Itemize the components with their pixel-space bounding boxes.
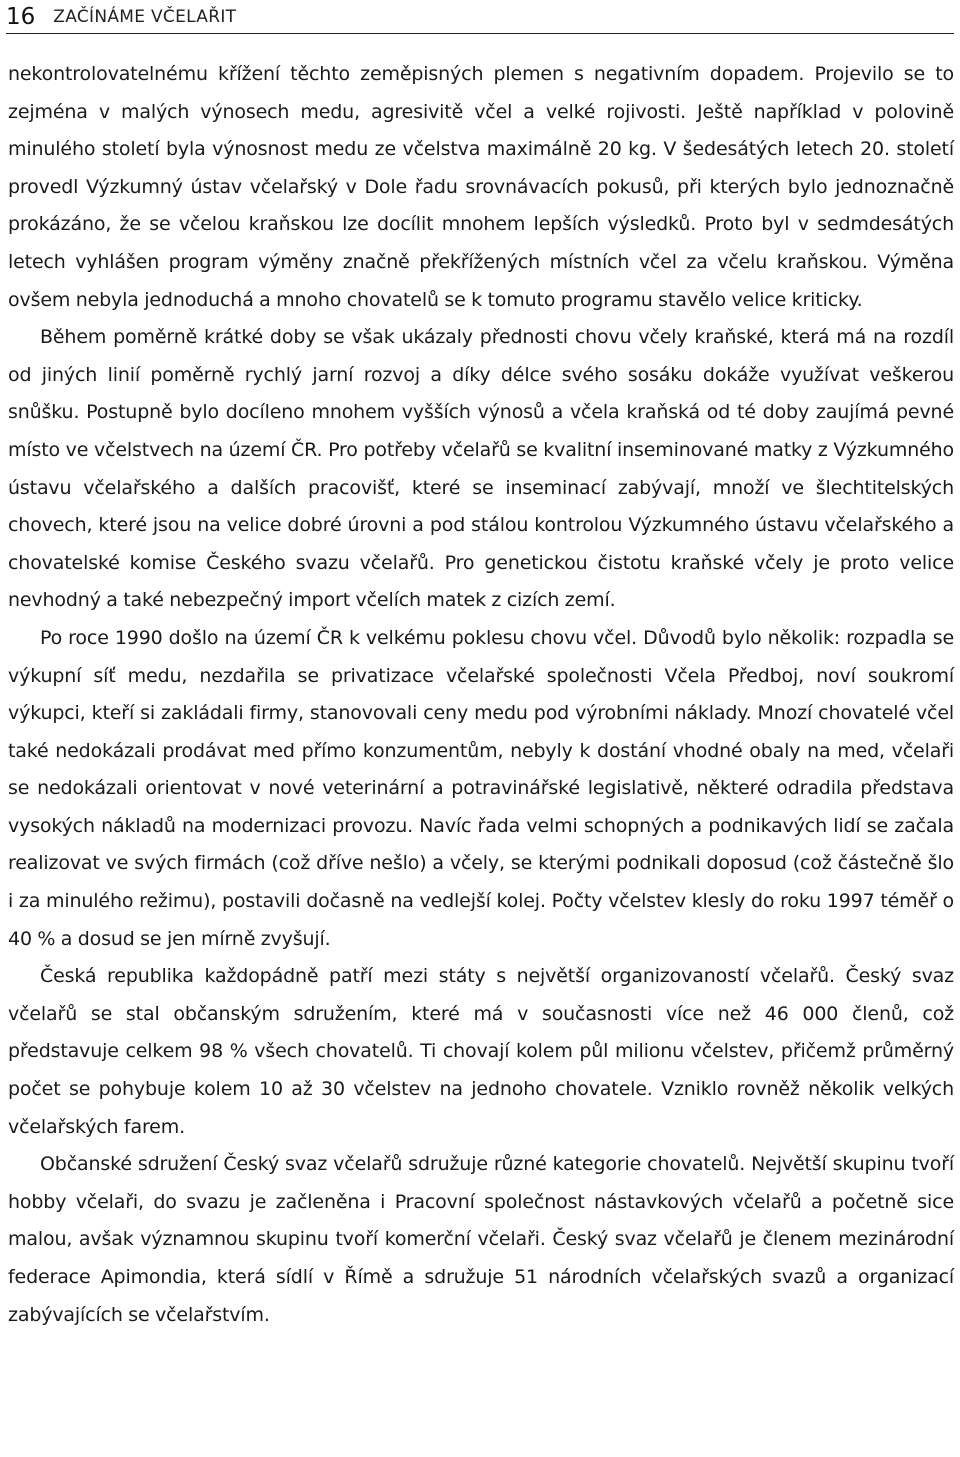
running-header: [6, 0, 954, 34]
chapter-title: ZAČÍNÁME VČELAŘIT: [53, 7, 237, 27]
paragraph-carniolan-bee-advantages: Během poměrně krátké doby se však ukázaly přednosti chovu včely kraňské, která má na rozdíl od jiných linií poměrně rychlý jarní rozvoj a díky délce svého sosáku dokáže využívat veškerou snůšku. Postupně bylo docíleno mnohem vyšších výnosů a včela kraňská od té doby zaujímá pevné místo ve včelstvech na území ČR. Pro potřeby včelařů se kvalitní inseminované matky z Výzkumného ústavu včelařského a dalších pracovišť, které se inseminací zabývají, množí ve šlechtitelských chovech, které jsou na velice dobré úrovni a pod stálou kontrolou Výzkumného ústavu včelařského a chovatelské komise Českého svazu včelařů. Pro genetickou čistotu kraňské včely je proto velice nevhodný a také nebezpečný import včelích matek z cizích zemí.: [8, 326, 954, 612]
paragraph-decline-after-1990: Po roce 1990 došlo na území ČR k velkému poklesu chovu včel. Důvodů bylo několik: rozpadla se výkupní síť medu, nezdařila se privatizace včelařské společnosti Včela Předboj, noví soukromí výkupci, kteří si zakládali firmy, stanovovali ceny medu pod výrobními náklady. Mnozí chovatelé včel také nedokázali prodávat med přímo konzumentům, nebyly k dostání vhodné obaly na med, včelaři se nedokázali orientovat v nové veterinární a potravinářské legislativě, některé odradila představa vysokých nákladů na modernizaci provozu. Navíc řada velmi schopných a podnikavých lidí se začala realizovat ve svých firmách (což dříve nešlo) a včely, se kterými podnikali doposud (což částečně šlo i za minulého režimu), postavili dočasně na vedlejší kolej. Počty včelstev klesly do roku 1997 téměř o 40 % a dosud se jen mírně zvyšují.: [8, 626, 954, 950]
paragraph-continuation: nekontrolovatelnému křížení těchto zeměpisných plemen s negativním dopadem. Projevilo se to zejména v malých výnosech medu, agresivitě včel a velké rojivosti. Ještě například v polovině minulého století byla výnosnost medu ze včelstva maximálně 20 kg. V šedesátých letech 20. století provedl Výzkumný ústav včelařský v Dole řadu srovnávacích pokusů, při kterých bylo jednoznačně prokázáno, že se včelou kraňskou lze docílit mnohem lepších výsledků. Proto byl v sedmdesátých letech vyhlášen program výměny značně překřížených místních včel za včelu kraňskou. Výměna ovšem nebyla jednoduchá a mnoho chovatelů se k tomuto programu stavělo velice kriticky.: [8, 63, 954, 311]
paragraph-beekeepers-organization: Česká republika každopádně patří mezi státy s největší organizovaností včelařů. Český svaz včelařů se stal občanským sdružením, které má v současnosti více než 46 000 členů, což představuje celkem 98 % všech chovatelů. Ti chovají kolem půl milionu včelstev, přičemž průměrný počet se pohybuje kolem 10 až 30 včelstev na jednoho chovatele. Vzniklo rovněž několik velkých včelařských farem.: [8, 965, 954, 1138]
page-number: 16: [6, 4, 36, 30]
paragraph-union-categories: Občanské sdružení Český svaz včelařů sdružuje různé kategorie chovatelů. Největší skupinu tvoří hobby včelaři, do svazu je začleněna i Pracovní společnost nástavkových včelařů a početně sice malou, avšak významnou skupinu tvoří komerční včelaři. Český svaz včelařů je členem mezinárodní federace Apimondia, která sídlí v Římě a sdružuje 51 národních včelařských svazů a organizací zabývajících se včelařstvím.: [8, 1153, 954, 1326]
body-text: [8, 56, 954, 1334]
